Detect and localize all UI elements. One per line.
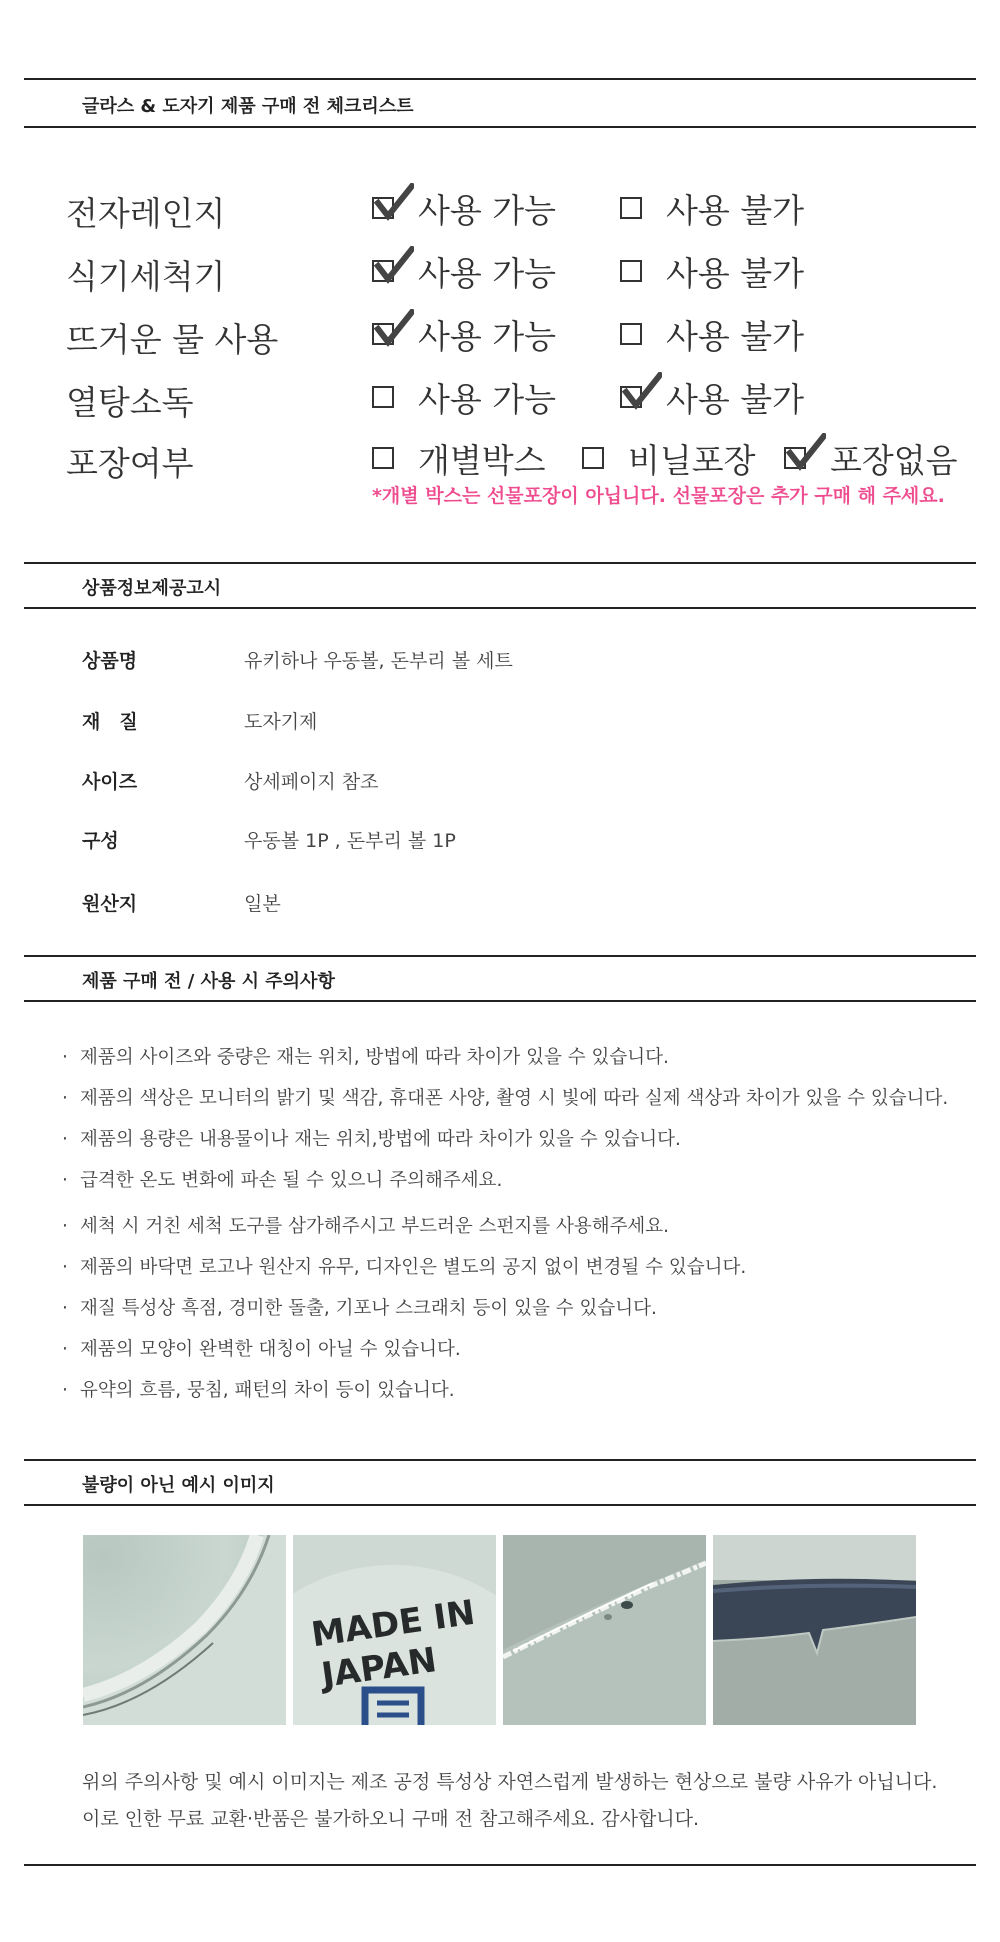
example-image-glaze-drip [713, 1535, 916, 1725]
checklist-label: 뜨거운 물 사용 [66, 320, 279, 359]
caution-item: · 제품의 모양이 완벽한 대칭이 아닐 수 있습니다. [62, 1339, 461, 1360]
checkbox-unchecked[interactable] [372, 447, 394, 469]
info-key: 원산지 [82, 893, 138, 915]
info-key: 사이즈 [82, 771, 138, 793]
divider [24, 78, 976, 80]
defects-footer-line1: 위의 주의사항 및 예시 이미지는 제조 공정 특성상 자연스럽게 발생하는 현상으로 불량 사유가 아닙니다. [82, 1771, 938, 1793]
caution-item: · 제품의 용량은 내용물이나 재는 위치,방법에 따라 차이가 있을 수 있습니다. [62, 1129, 681, 1150]
info-key: 상품명 [82, 650, 138, 672]
option-label: 포장없음 [830, 440, 958, 480]
checklist-row-hot-water [0, 306, 1000, 366]
example-image-stamp [293, 1535, 496, 1725]
checklist-label: 식기세척기 [66, 257, 226, 296]
option-label: 사용 가능 [418, 379, 557, 419]
checkbox-unchecked[interactable] [620, 323, 642, 345]
defects-footer-line2: 이로 인한 무료 교환·반품은 불가하오니 구매 전 참고해주세요. 감사합니다. [82, 1808, 700, 1830]
check-icon [372, 246, 414, 286]
divider [24, 1000, 976, 1002]
option-usable[interactable] [372, 312, 556, 356]
divider [24, 607, 976, 609]
option-unusable[interactable] [620, 375, 804, 419]
example-image-rim [83, 1535, 286, 1725]
checklist-label: 열탕소독 [66, 383, 194, 422]
checkbox-checked[interactable] [784, 447, 806, 469]
defects-title: 불량이 아닌 예시 이미지 [82, 1475, 275, 1496]
option-unusable[interactable] [620, 312, 804, 356]
info-value: 도자기제 [244, 711, 318, 733]
info-row-origin [0, 889, 1000, 919]
checkbox-unchecked[interactable] [620, 197, 642, 219]
divider [24, 1864, 976, 1866]
info-value: 상세페이지 참조 [244, 771, 379, 793]
checkbox-checked[interactable] [372, 323, 394, 345]
check-icon [372, 183, 414, 223]
checklist-row-microwave [0, 180, 1000, 240]
checkbox-unchecked[interactable] [372, 386, 394, 408]
option-label: 사용 불가 [666, 253, 805, 293]
info-value: 유키하나 우동볼, 돈부리 볼 세트 [244, 650, 513, 672]
product-info-title: 상품정보제공고시 [82, 578, 222, 599]
checklist-row-boiling-sterilization [0, 369, 1000, 429]
option-label: 개별박스 [418, 440, 546, 480]
divider [24, 955, 976, 957]
caution-item: · 제품의 사이즈와 중량은 재는 위치, 방법에 따라 차이가 있을 수 있습니다. [62, 1047, 669, 1068]
info-row-name [0, 646, 1000, 676]
option-label: 사용 불가 [666, 379, 805, 419]
svg-text:JAPAN: JAPAN [319, 1640, 440, 1696]
caution-item: · 재질 특성상 흑점, 경미한 돌출, 기포나 스크래치 등이 있을 수 있습니다. [62, 1298, 657, 1319]
option-label: 사용 가능 [418, 253, 557, 293]
option-label: 사용 가능 [418, 316, 557, 356]
option-vinyl-wrap[interactable] [582, 436, 756, 480]
packaging-note: *개별 박스는 선물포장이 아닙니다. 선물포장은 추가 구매 해 주세요. [372, 485, 945, 507]
example-image-black-spot [503, 1535, 706, 1725]
option-label: 사용 불가 [666, 316, 805, 356]
checkbox-checked[interactable] [620, 386, 642, 408]
info-row-composition [0, 826, 1000, 856]
divider [24, 562, 976, 564]
cautions-title: 제품 구매 전 / 사용 시 주의사항 [82, 971, 335, 992]
caution-item: · 제품의 바닥면 로고나 원산지 유무, 디자인은 별도의 공지 없이 변경될 수 있습니다. [62, 1257, 747, 1278]
option-usable[interactable] [372, 186, 556, 230]
caution-item: · 제품의 색상은 모니터의 밝기 및 색감, 휴대폰 사양, 촬영 시 빛에 따라 실제 색상과 차이가 있을 수 있습니다. [62, 1088, 949, 1109]
option-label: 사용 불가 [666, 190, 805, 230]
checkbox-checked[interactable] [372, 197, 394, 219]
checkbox-unchecked[interactable] [582, 447, 604, 469]
checklist-label: 전자레인지 [66, 194, 226, 233]
checklist-title: 글라스 & 도자기 제품 구매 전 체크리스트 [82, 96, 414, 117]
divider [24, 1459, 976, 1461]
option-usable[interactable] [372, 249, 556, 293]
option-individual-box[interactable] [372, 436, 546, 480]
check-icon [784, 433, 826, 473]
info-key: 구성 [82, 830, 119, 852]
caution-item: · 급격한 온도 변화에 파손 될 수 있으니 주의해주세요. [62, 1170, 503, 1191]
caution-item: · 유약의 흐름, 뭉침, 패턴의 차이 등이 있습니다. [62, 1380, 455, 1401]
option-usable[interactable] [372, 375, 556, 419]
caution-item: · 세척 시 거친 세척 도구를 삼가해주시고 부드러운 스펀지를 사용해주세요. [62, 1216, 670, 1237]
info-key: 재 질 [82, 711, 138, 733]
option-unusable[interactable] [620, 249, 804, 293]
checkbox-unchecked[interactable] [620, 260, 642, 282]
check-icon [372, 309, 414, 349]
info-row-size [0, 767, 1000, 797]
checkbox-checked[interactable] [372, 260, 394, 282]
option-unusable[interactable] [620, 186, 804, 230]
option-label: 비닐포장 [628, 440, 756, 480]
checklist-row-dishwasher [0, 243, 1000, 303]
info-value: 우동볼 1P , 돈부리 볼 1P [244, 830, 456, 852]
option-no-packaging[interactable] [784, 436, 958, 480]
option-label: 사용 가능 [418, 190, 557, 230]
check-icon [620, 372, 662, 412]
info-value: 일본 [244, 893, 281, 915]
divider [24, 1504, 976, 1506]
info-row-material [0, 707, 1000, 737]
checklist-label: 포장여부 [66, 444, 194, 483]
divider [24, 126, 976, 128]
svg-text:MADE IN: MADE IN [308, 1592, 478, 1656]
